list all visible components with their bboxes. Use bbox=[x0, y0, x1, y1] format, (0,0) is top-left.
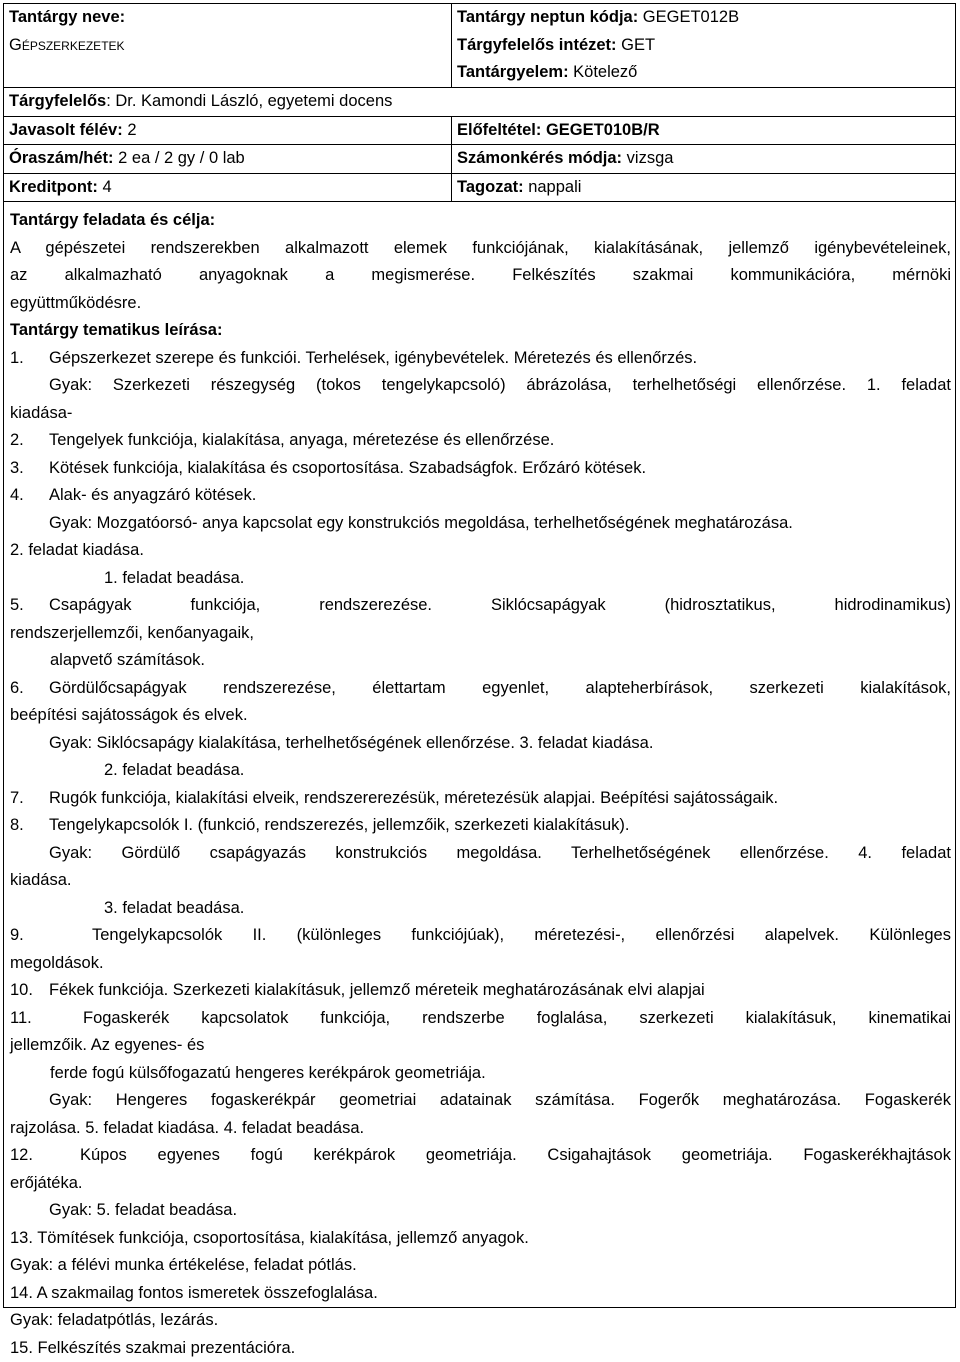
credit-value: 4 bbox=[98, 178, 112, 196]
topic-item-2 bbox=[10, 427, 951, 455]
topic-number: 1. bbox=[10, 345, 49, 373]
practice-line: 2. feladat beadása. bbox=[10, 757, 951, 785]
prereq-value: GEGET010B/R bbox=[541, 121, 659, 139]
credit-cell bbox=[4, 173, 452, 202]
topic-text-line: ferde fogú külsőfogazatú hengeres kerékpárok geometriája. bbox=[10, 1060, 951, 1088]
topic-number: 2. bbox=[10, 427, 49, 455]
course-header-table bbox=[4, 4, 955, 202]
topic-number: 11. bbox=[10, 1005, 83, 1033]
hours-label: Óraszám/hét: bbox=[9, 149, 114, 167]
topic-text: Fogaskerék kapcsolatok funkciója, rendszerbe foglalása, szerkezeti kialakításuk, kinematikai bbox=[83, 1009, 951, 1027]
responsible-label: Tárgyfelelős bbox=[9, 92, 106, 110]
topic-item-11 bbox=[10, 1005, 951, 1033]
exam-label: Számonkérés módja: bbox=[457, 149, 622, 167]
practice-line: Gyak: Szerkezeti részegység (tokos tengelykapcsoló) ábrázolása, terhelhetőségi ellenőrzése. 1. feladat bbox=[10, 372, 951, 400]
topic-text: Tengelykapcsolók II. (különleges funkciójúak), méretezési-, ellenőrzési alapelvek. Különleges bbox=[92, 926, 951, 944]
practice-line: Gyak: Gördülő csapágyazás konstrukciós megoldása. Terhelhetőségének ellenőrzése. 4. feladat bbox=[10, 840, 951, 868]
topic-item-4 bbox=[10, 482, 951, 510]
topic-number: 10. bbox=[10, 977, 49, 1005]
topic-text: Kúpos egyenes fogú kerékpárok geometriája. Csigahajtások geometriája. Fogaskerékhajtások bbox=[80, 1146, 951, 1164]
goal-text-line: az alkalmazható anyagoknak a megismerése. Felkészítés szakmai kommunikációra, mérnöki bbox=[10, 262, 951, 290]
topic-item-8 bbox=[10, 812, 951, 840]
subject-name-value: Gépszerkezetek bbox=[9, 32, 446, 60]
semester-label: Javasolt félév: bbox=[9, 121, 123, 139]
practice-line: Gyak: Siklócsapágy kialakítása, terhelhetőségének ellenőrzése. 3. feladat kiadása. bbox=[10, 730, 951, 758]
topic-text-line: rendszerjellemzői, kenőanyagaik, bbox=[10, 620, 951, 648]
topic-text: Tengelyek funkciója, kialakítása, anyaga, méretezése és ellenőrzése. bbox=[49, 431, 554, 449]
practice-line: Gyak: Mozgatóorsó- anya kapcsolat egy konstrukciós megoldása, terhelhetőségének meghatározása. bbox=[10, 510, 951, 538]
track-label: Tagozat: bbox=[457, 178, 524, 196]
topic-number: 8. bbox=[10, 812, 49, 840]
goal-text-line: A gépészetei rendszerekben alkalmazott elemek funkciójának, kialakításának, jellemző igénybevételeinek, bbox=[10, 235, 951, 263]
topic-text-line: erőjátéka. bbox=[10, 1170, 951, 1198]
credit-label: Kreditpont: bbox=[9, 178, 98, 196]
topic-item-12 bbox=[10, 1142, 951, 1170]
exam-cell bbox=[452, 145, 956, 174]
topic-number: 5. bbox=[10, 592, 49, 620]
track-cell bbox=[452, 173, 956, 202]
practice-line: Gyak: 5. feladat beadása. bbox=[10, 1197, 951, 1225]
topic-text-line: alapvető számítások. bbox=[10, 647, 951, 675]
prereq-cell bbox=[452, 116, 956, 145]
topics-title: Tantárgy tematikus leírása: bbox=[10, 317, 951, 345]
topic-text: Rugók funkciója, kialakítási elveik, rendszererezésük, méretezésük alapjai. Beépítési sajátosságaik. bbox=[49, 789, 778, 807]
element-value: Kötelező bbox=[569, 63, 638, 81]
element-label: Tantárgyelem: bbox=[457, 63, 569, 81]
practice-line: Gyak: Hengeres fogaskerékpár geometriai adatainak számítása. Fogerők meghatározása. Fogaskerék bbox=[10, 1087, 951, 1115]
institute-label: Tárgyfelelős intézet: bbox=[457, 36, 617, 54]
topic-number: 7. bbox=[10, 785, 49, 813]
topic-number: 4. bbox=[10, 482, 49, 510]
goal-title: Tantárgy feladata és célja: bbox=[10, 207, 951, 235]
semester-cell bbox=[4, 116, 452, 145]
topic-text: Alak- és anyagzáró kötések. bbox=[49, 486, 256, 504]
topic-text: Csapágyak funkciója, rendszerezése. Siklócsapágyak (hidrosztatikus, hidrodinamikus) bbox=[49, 596, 951, 614]
topic-item-13: 13. Tömítések funkciója, csoportosítása, kialakítása, jellemző anyagok. bbox=[10, 1225, 951, 1253]
practice-line: rajzolása. 5. feladat kiadása. 4. feladat beadása. bbox=[10, 1115, 951, 1143]
practice-line: kiadása- bbox=[10, 400, 951, 428]
topic-item-14: 14. A szakmailag fontos ismeretek összefoglalása. bbox=[10, 1280, 951, 1308]
hours-value: 2 ea / 2 gy / 0 lab bbox=[114, 149, 245, 167]
topic-number: 3. bbox=[10, 455, 49, 483]
topic-item-1 bbox=[10, 345, 951, 373]
topic-text: Tengelykapcsolók I. (funkció, rendszerezés, jellemzőik, szerkezeti kialakításuk). bbox=[49, 816, 630, 834]
subject-name-label: Tantárgy neve: bbox=[9, 4, 446, 32]
topic-number: 12. bbox=[10, 1142, 80, 1170]
neptun-value: GEGET012B bbox=[638, 8, 739, 26]
topic-item-9 bbox=[10, 922, 951, 950]
subject-meta-cell bbox=[452, 4, 956, 88]
hours-cell bbox=[4, 145, 452, 174]
topic-item-5 bbox=[10, 592, 951, 620]
neptun-label: Tantárgy neptun kódja: bbox=[457, 8, 638, 26]
topic-item-10 bbox=[10, 977, 951, 1005]
responsible-cell bbox=[4, 88, 955, 117]
exam-value: vizsga bbox=[622, 149, 673, 167]
topic-item-7 bbox=[10, 785, 951, 813]
semester-value: 2 bbox=[123, 121, 137, 139]
subject-name-cell bbox=[4, 4, 452, 88]
topic-number: 9. bbox=[10, 922, 92, 950]
goal-text-line: együttműködésre. bbox=[10, 290, 951, 318]
topic-text: Gördülőcsapágyak rendszerezése, élettartam egyenlet, alapteherbírások, szerkezeti kialakítások, bbox=[49, 679, 951, 697]
topic-number: 6. bbox=[10, 675, 49, 703]
course-description-sheet bbox=[3, 3, 956, 1308]
institute-value: GET bbox=[617, 36, 656, 54]
practice-line: 2. feladat kiadása. bbox=[10, 537, 951, 565]
practice-line: kiadása. bbox=[10, 867, 951, 895]
topic-item-3 bbox=[10, 455, 951, 483]
topic-text-line: megoldások. bbox=[10, 950, 951, 978]
prereq-label: Előfeltétel: bbox=[457, 121, 541, 139]
practice-line: Gyak: feladatpótlás, lezárás. bbox=[10, 1307, 951, 1335]
topic-text-line: beépítési sajátosságok és elvek. bbox=[10, 702, 951, 730]
responsible-value: : Dr. Kamondi László, egyetemi docens bbox=[106, 92, 392, 110]
practice-line: 3. feladat beadása. bbox=[10, 895, 951, 923]
topic-text: Fékek funkciója. Szerkezeti kialakításuk, jellemző méreteik meghatározásának elvi alapjai bbox=[49, 981, 705, 999]
course-body bbox=[10, 207, 951, 1362]
practice-line: Gyak: a félévi munka értékelése, feladat pótlás. bbox=[10, 1252, 951, 1280]
topic-text: Kötések funkciója, kialakítása és csoportosítása. Szabadságfok. Erőzáró kötések. bbox=[49, 459, 646, 477]
topic-item-15: 15. Felkészítés szakmai prezentációra. bbox=[10, 1335, 951, 1362]
practice-line: 1. feladat beadása. bbox=[10, 565, 951, 593]
topic-item-6 bbox=[10, 675, 951, 703]
track-value: nappali bbox=[524, 178, 582, 196]
topic-text-line: jellemzőik. Az egyenes- és bbox=[10, 1032, 951, 1060]
topic-text: Gépszerkezet szerepe és funkciói. Terhelések, igénybevételek. Méretezés és ellenőrzés. bbox=[49, 349, 697, 367]
